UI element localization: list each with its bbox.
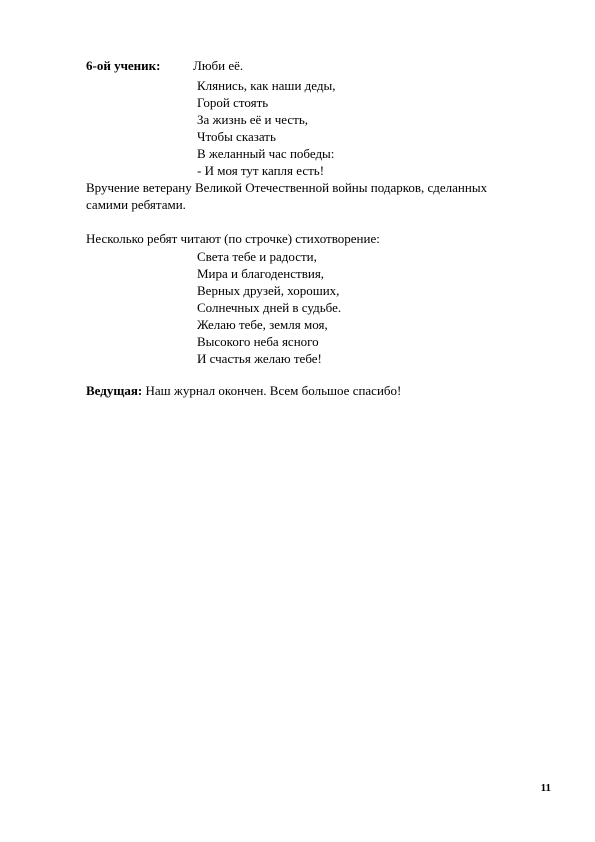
closing-text: Наш журнал окончен. Всем большое спасибо! <box>145 383 402 398</box>
speaker-label-host: Ведущая: <box>86 383 143 398</box>
poem-line: Верных друзей, хороших, <box>197 283 340 298</box>
poem-line: Чтобы сказать <box>197 129 276 144</box>
poem-line: Клянись, как наши деды, <box>197 78 336 93</box>
closing-line <box>86 383 401 399</box>
page-number: 11 <box>540 782 551 794</box>
poem-line: Желаю тебе, земля моя, <box>197 317 328 332</box>
intro-line: Несколько ребят читают (по строчке) стихотворение: <box>86 231 380 246</box>
poem-line: За жизнь её и честь, <box>197 112 309 127</box>
poem-line: В желанный час победы: <box>197 146 335 161</box>
poem-line: Люби её. <box>193 58 244 73</box>
paragraph-line: самими ребятами. <box>86 197 186 212</box>
poem-line: Высокого неба ясного <box>197 334 319 349</box>
poem-line: Горой стоять <box>197 95 269 110</box>
poem-line: - И моя тут капля есть! <box>197 163 325 178</box>
poem-line: Света тебе и радости, <box>197 249 317 264</box>
poem-line: И счастья желаю тебе! <box>197 351 322 366</box>
poem-line: Мира и благоденствия, <box>197 266 325 281</box>
paragraph-line: Вручение ветерану Великой Отечественной войны подарков, сделанных <box>86 180 488 195</box>
speaker-label-6th-student: 6-ой ученик: <box>86 58 161 73</box>
poem-line: Солнечных дней в судьбе. <box>197 300 342 315</box>
